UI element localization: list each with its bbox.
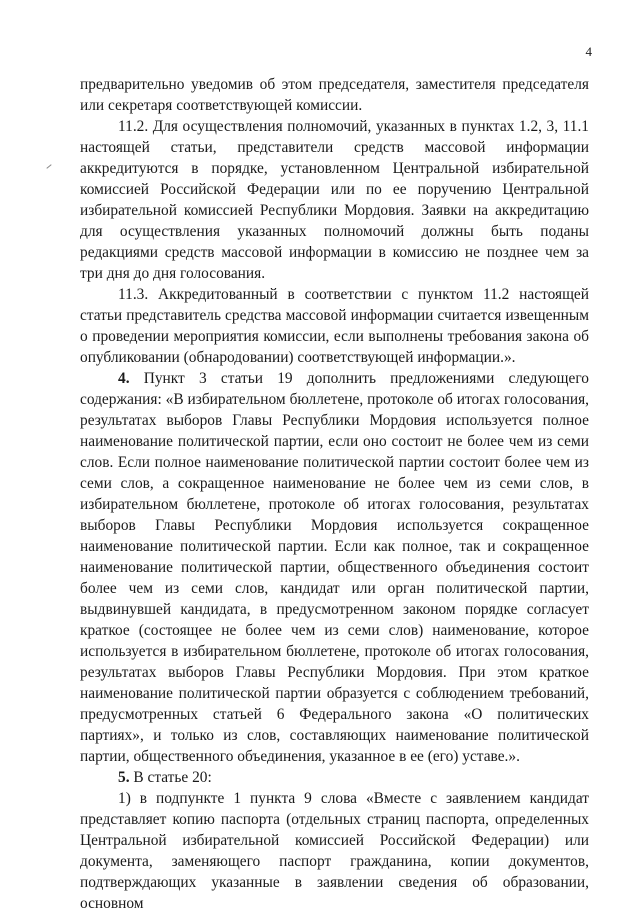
paragraph-item-5 bbox=[80, 767, 589, 788]
paragraph-text: В статье 20: bbox=[129, 769, 212, 786]
paragraph-text: предварительно уведомив об этом председателя, заместителя председателя или секретаря соответствующей комиссии. bbox=[80, 76, 589, 114]
margin-mark bbox=[46, 164, 51, 169]
item-number: 5. bbox=[118, 769, 130, 786]
document-body bbox=[80, 74, 589, 914]
paragraph-11-2 bbox=[80, 116, 589, 284]
paragraph-text: Пункт 3 статьи 19 дополнить предложениями следующего содержания: «В избирательном бюллетене, протоколе об итогах голосования, результатах выборов Главы Республики Мордовия используется полное наименование политической партии, если оно состоит не более чем из семи слов. Если полное наименование политической партии состоит более чем из семи слов, а сокращенное наименование не более чем из семи слов, в избирательном бюллетене, протоколе об итогах голосования, результатах выборов Главы Республики Мордовия используется сокращенное наименование политической партии. Если как полное, так и сокращенное наименование политической партии, общественного объединения состоит более чем из семи слов, кандидат или орган политической партии, выдвинувшей кандидата, в предусмотренном законом порядке согласует краткое (состоящее не более чем из семи слов) наименование, которое используется в избирательном бюллетене, протоколе об итогах голосования, результатах выборов Главы Республики Мордовия. При этом краткое наименование политической партии образуется с соблюдением требований, предусмотренных статьей 6 Федерального закона «О политических партиях», и только из слов, составляющих наименование политической партии, общественного объединения, указанное в ее (его) уставе.». bbox=[80, 370, 589, 765]
paragraph-text: 11.3. Аккредитованный в соответствии с пунктом 11.2 настоящей статьи представитель средства массовой информации считается извещенным о проведении мероприятия комиссии, если выполнены требования закона об опубликовании (обнародовании) соответствующей информации.». bbox=[80, 286, 589, 366]
item-number: 4. bbox=[118, 370, 130, 387]
paragraph-continuation bbox=[80, 74, 589, 116]
paragraph-item-4 bbox=[80, 368, 589, 767]
paragraph-text: 1) в подпункте 1 пункта 9 слова «Вместе с заявлением кандидат представляет копию паспорта (отдельных страниц паспорта, определенных Центральной избирательной комиссией Российской Федерации) или документа, заменяющего паспорт гражданина, копии документов, подтверждающих указанные в заявлении сведения об образовании, основном bbox=[80, 790, 589, 912]
page-number: 4 bbox=[585, 44, 592, 59]
paragraph-11-3 bbox=[80, 284, 589, 368]
paragraph-subitem-1 bbox=[80, 788, 589, 914]
paragraph-text: 11.2. Для осуществления полномочий, указанных в пунктах 1.2, 3, 11.1 настоящей статьи, представители средств массовой информации аккредитуются в порядке, установленном Центральной избирательной комиссией Российской Федерации или по ее поручению Центральной избирательной комиссией Республики Мордовия. Заявки на аккредитацию для осуществления указанных полномочий должны быть поданы редакциями средств массовой информации в комиссию не позднее чем за три дня до дня голосования. bbox=[80, 118, 589, 282]
